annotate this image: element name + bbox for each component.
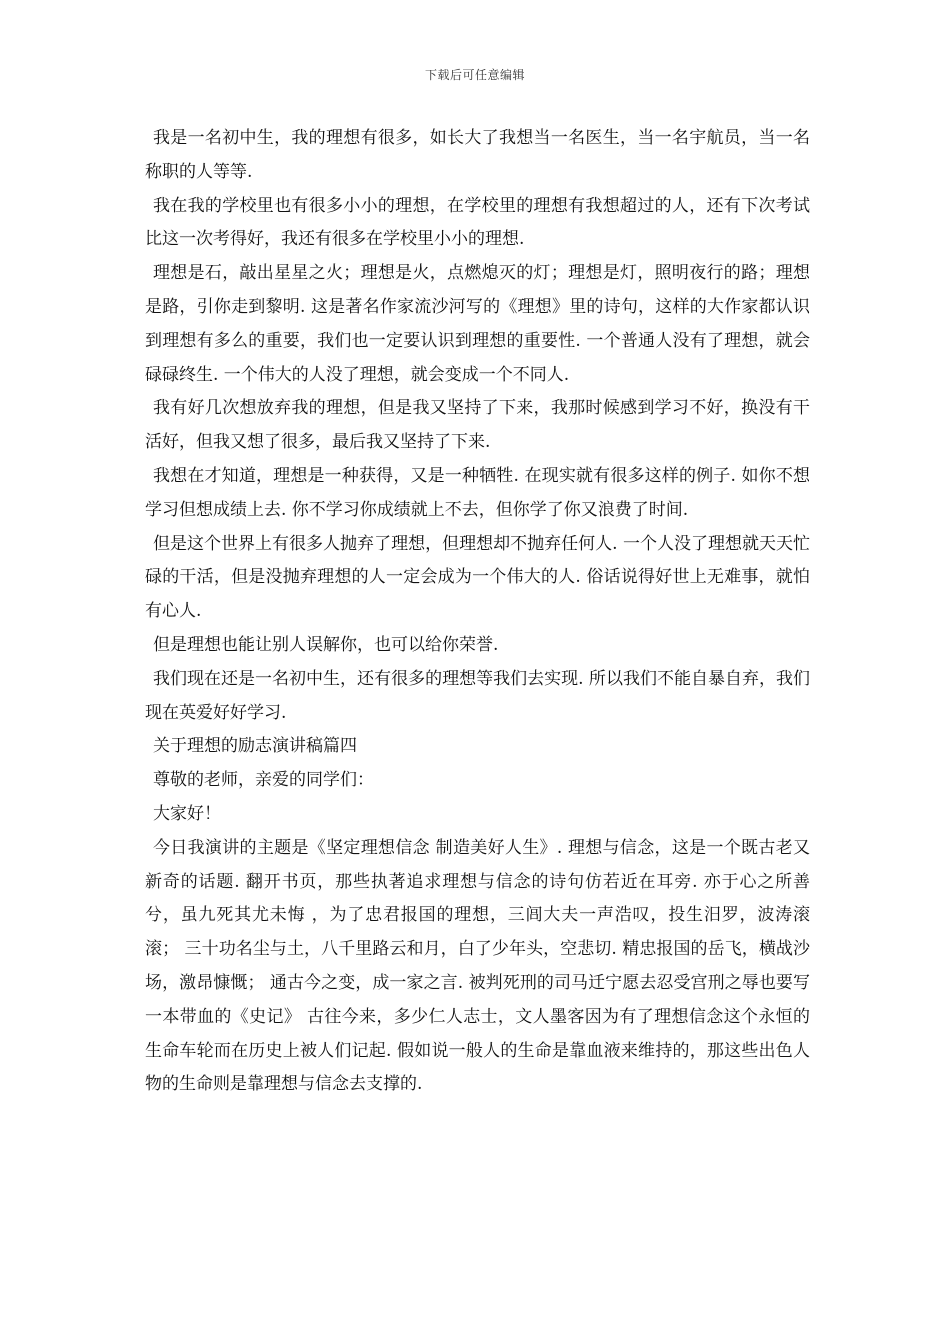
page-header: 下载后可任意编辑 — [424, 68, 525, 82]
paragraph: 今日我演讲的主题是《坚定理想信念 制造美好人生》. 理想与信念，这是一个既古老又新奇的话题. 翻开书页，那些执著追求理想与信念的诗句仿若近在耳旁. 亦于心之所善兮，虽九死其尤未悔 ，为了忠君报国的理想，三闾大夫一声浩叹，投生汨罗，波涛滚滚； 三十功名尘与土，八千里路云和月，白了少年头，空悲切. 精忠报国的岳飞，横战沙场，激昂慷慨； 通古今之变，成一家之言. 被判死刑的司马迁宁愿去忍受宫刑之辱也要写一本带血的《史记》 古往今来，多少仁人志士，文人墨客因为有了理想信念这个永恒的生命车轮而在历史上被人们记起. 假如说一般人的生命是靠血液来维持的，那这些出色人物的生命则是靠理想与信念去支撑的. — [145, 837, 810, 1095]
paragraph: 但是理想也能让别人误解你，也可以给你荣誉. — [153, 634, 499, 655]
document-body — [145, 122, 810, 1102]
paragraph: 我想在才知道，理想是一种获得，又是一种牺牲. 在现实就有很多这样的例子. 如你不想学习但想成绩上去. 你不学习你成绩就上不去，但你学了你又浪费了时间. — [145, 465, 810, 520]
paragraph: 但是这个世界上有很多人抛弃了理想，但理想却不抛弃任何人. 一个人没了理想就天天忙碌的干活，但是没抛弃理想的人一定会成为一个伟大的人. 俗话说得好世上无难事，就怕有心人. — [145, 533, 810, 622]
section-heading: 关于理想的励志演讲稿篇四 — [153, 736, 357, 757]
salutation: 尊敬的老师，亲爱的同学们： — [153, 770, 374, 791]
paragraph: 我有好几次想放弃我的理想，但是我又坚持了下来，我那时候感到学习不好，换没有干活好，但我又想了很多，最后我又坚持了下来. — [145, 398, 810, 453]
greeting: 大家好！ — [153, 803, 221, 824]
paragraph: 我在我的学校里也有很多小小的理想，在学校里的理想有我想超过的人，还有下次考试比这一次考得好，我还有很多在学校里小小的理想. — [145, 195, 810, 250]
paragraph: 我们现在还是一名初中生，还有很多的理想等我们去实现. 所以我们不能自暴自弃，我们现在英爱好好学习. — [145, 668, 810, 723]
paragraph: 理想是石，敲出星星之火；理想是火，点燃熄灭的灯；理想是灯，照明夜行的路；理想是路，引你走到黎明. 这是著名作家流沙河写的《理想》里的诗句，这样的大作家都认识到理想有多么的重要，我们也一定要认识到理想的重要性. 一个普通人没有了理想，就会碌碌终生. 一个伟大的人没了理想，就会变成一个不同人. — [145, 263, 810, 385]
paragraph: 我是一名初中生，我的理想有很多，如长大了我想当一名医生，当一名宇航员，当一名称职的人等等. — [145, 128, 810, 182]
